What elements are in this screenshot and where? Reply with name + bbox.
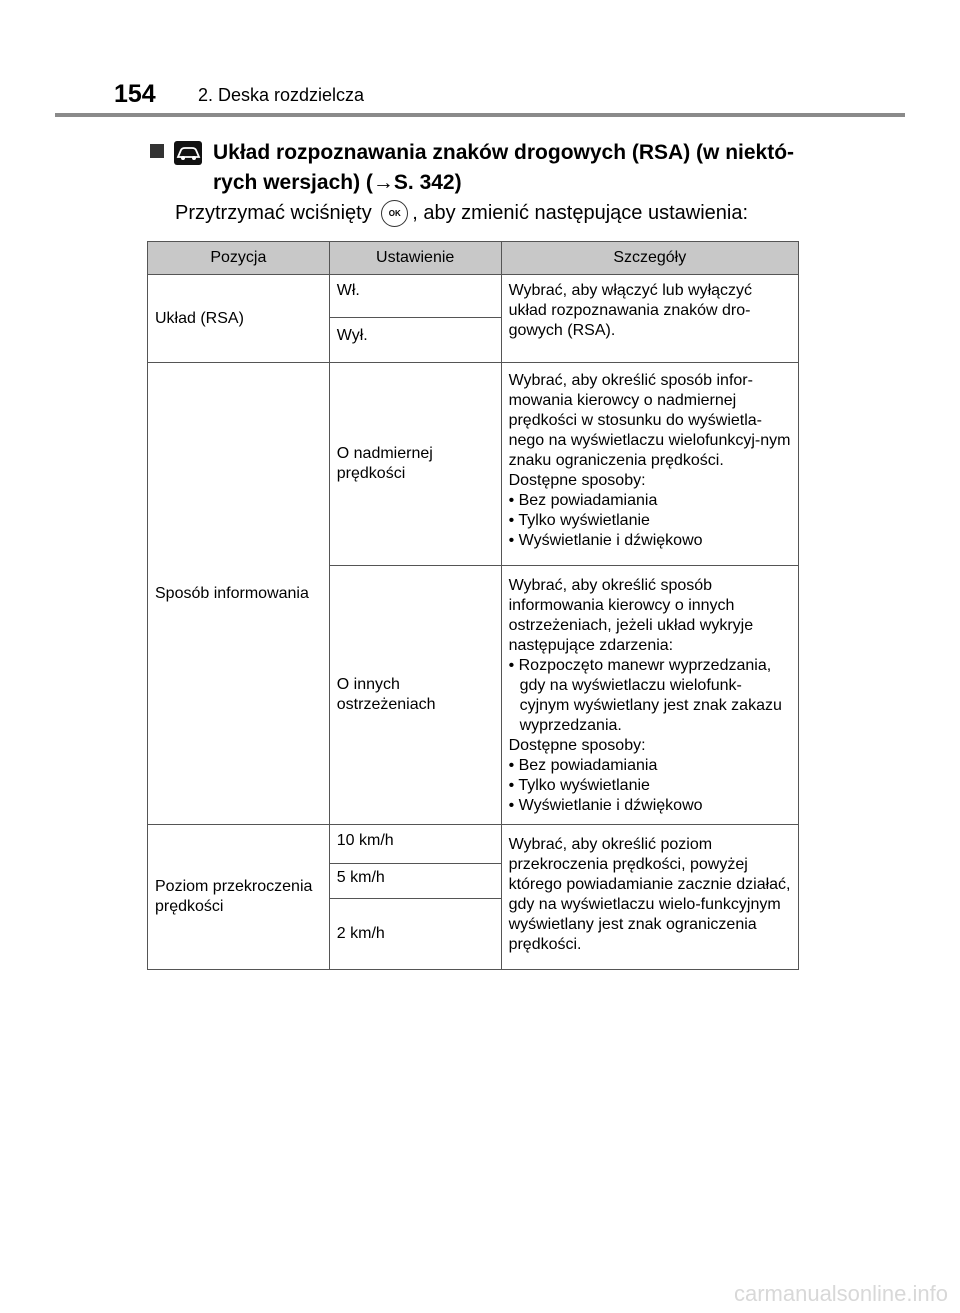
- header-divider: [55, 113, 905, 117]
- rsa-car-icon: [174, 141, 202, 165]
- table-row: [148, 275, 799, 318]
- watermark: carmanualsonline.info: [733, 1281, 948, 1306]
- other-warnings-method: • Tylko wyświetlanie: [508, 777, 650, 794]
- ok-button-icon: OK: [381, 200, 408, 227]
- speed-level-setting: 5 km/h: [329, 864, 501, 899]
- settings-table: [147, 241, 799, 970]
- rsa-setting-off: Wył.: [329, 318, 501, 363]
- page-header: [0, 78, 905, 114]
- overspeed-method: • Wyświetlanie i dźwiękowo: [508, 532, 703, 549]
- speed-level-details: Wybrać, aby określić poziom przekroczenia prędkości, powyżej którego powiadamianie zacznie działać, gdy na wyświetlaczu wielo-funkcyjnym wyświetlany jest znak ograniczenia prędkości.: [501, 825, 798, 970]
- overspeed-methods-label: Dostępne sposoby:: [508, 472, 646, 489]
- rsa-item: Układ (RSA): [148, 275, 330, 363]
- other-warnings-event: • Rozpoczęto manewr wyprzedzania, gdy na wyświetlaczu wielofunk-cyjnym wyświetlany jest znak zakazu wyprzedzania.: [508, 657, 782, 734]
- table-row: [148, 825, 799, 864]
- instruction-text: [175, 200, 748, 227]
- table-row: [148, 363, 799, 566]
- instruction-after: , aby zmienić następujące ustawienia:: [412, 201, 749, 224]
- table-header-row: [148, 242, 799, 275]
- square-bullet-icon: [150, 144, 164, 158]
- speed-level-setting: 10 km/h: [329, 825, 501, 864]
- instruction-before: Przytrzymać wciśnięty: [175, 201, 372, 224]
- overspeed-method: • Tylko wyświetlanie: [508, 512, 650, 529]
- rsa-setting-on: Wł.: [329, 275, 501, 318]
- header-setting: Ustawienie: [329, 242, 501, 275]
- header-item: Pozycja: [148, 242, 330, 275]
- other-warnings-method: • Wyświetlanie i dźwiękowo: [508, 797, 703, 814]
- section-title-line2: rych wersjach) (→S. 342): [213, 171, 462, 194]
- overspeed-method: • Bez powiadamiania: [508, 492, 658, 509]
- other-warnings-methods-label: Dostępne sposoby:: [508, 737, 646, 754]
- rsa-details: Wybrać, aby włączyć lub wyłączyć układ rozpoznawania znaków dro-gowych (RSA).: [501, 275, 798, 363]
- overspeed-setting: O nadmiernej prędkości: [329, 363, 501, 566]
- other-warnings-method: • Bez powiadamiania: [508, 757, 658, 774]
- other-warnings-setting: O innych ostrzeżeniach: [329, 566, 501, 825]
- header-details: Szczegóły: [501, 242, 798, 275]
- overspeed-details-cell: [501, 363, 798, 566]
- speed-level-item: Poziom przekroczenia prędkości: [148, 825, 330, 970]
- chapter-title: 2. Deska rozdzielcza: [198, 85, 365, 105]
- other-warnings-details: Wybrać, aby określić sposób informowania kierowcy o innych ostrzeżeniach, jeżeli układ wykryje następujące zdarzenia:: [508, 577, 754, 654]
- notification-item: Sposób informowania: [148, 363, 330, 825]
- speed-level-setting: 2 km/h: [329, 899, 501, 970]
- section-title-line1: Układ rozpoznawania znaków drogowych (RSA) (w niektó-: [213, 141, 795, 164]
- page-number: 154: [114, 80, 156, 108]
- other-warnings-details-cell: [501, 566, 798, 825]
- overspeed-details: Wybrać, aby określić sposób infor-mowania kierowcy o nadmiernej prędkości w stosunku do wyświetla-nego na wyświetlaczu wielofunkcyj-nym znaku ograniczenia prędkości.: [508, 372, 791, 469]
